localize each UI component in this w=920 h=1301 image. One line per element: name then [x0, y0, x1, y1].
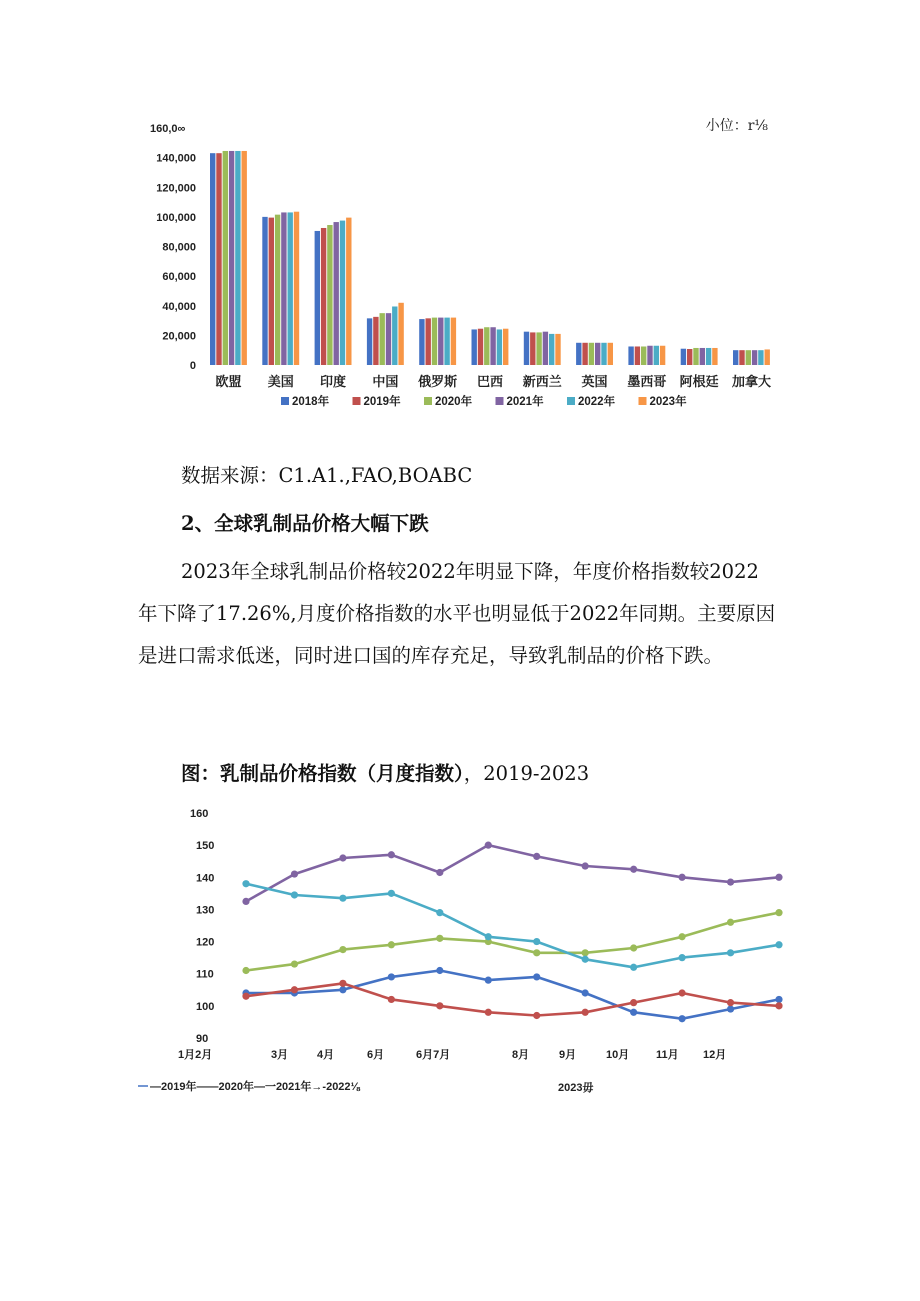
bar-俄罗斯-2019年	[426, 318, 431, 365]
bar-英国-2020年	[589, 343, 594, 365]
bar-y-tick-label: 80,000	[162, 241, 196, 254]
bar-墨西哥-2020年	[641, 346, 646, 365]
line-point	[775, 941, 782, 948]
bar-美国-2022年	[288, 212, 293, 365]
line-point	[388, 941, 395, 948]
bar-英国-2018年	[576, 343, 581, 365]
line-x-tick-label: 6月	[367, 1049, 385, 1061]
bar-category-label: 美国	[267, 375, 294, 390]
bar-category-label: 印度	[320, 375, 347, 390]
bar-category-label: 英国	[581, 375, 608, 390]
line-y-tick-label: 130	[196, 904, 215, 917]
bar-category-label: 巴西	[476, 375, 503, 390]
line-point	[485, 1009, 492, 1016]
bar-阿根廷-2023年	[712, 348, 717, 365]
figure-title-main: 图：乳制品价格指数（月度指数）	[181, 762, 464, 785]
bar-y-tick-label: 40,000	[162, 300, 196, 313]
bar-新西兰-2019年	[530, 332, 535, 365]
bar-巴西-2022年	[497, 329, 502, 365]
bar-新西兰-2022年	[549, 334, 554, 365]
production-bar-chart	[0, 0, 920, 440]
bar-印度-2021年	[334, 222, 339, 365]
line-x-tick-label: 1月2月	[178, 1049, 213, 1061]
line-point	[775, 1002, 782, 1009]
line-point	[727, 919, 734, 926]
line-point	[388, 973, 395, 980]
line-point	[436, 967, 443, 974]
bar-legend-swatch	[639, 397, 647, 405]
line-point	[436, 869, 443, 876]
bar-墨西哥-2019年	[635, 346, 640, 365]
line-point	[485, 842, 492, 849]
bar-墨西哥-2022年	[654, 346, 659, 365]
line-point	[291, 870, 298, 877]
line-point	[388, 996, 395, 1003]
bar-巴西-2018年	[472, 329, 477, 365]
line-y-tick-label: 160	[190, 808, 209, 820]
bar-印度-2018年	[315, 231, 320, 365]
bar-y-tick-label: 0	[189, 360, 196, 372]
line-point	[339, 980, 346, 987]
bar-欧盟-2022年	[235, 151, 240, 365]
bar-加拿大-2019年	[739, 350, 744, 365]
line-point	[242, 967, 249, 974]
line-point	[485, 977, 492, 984]
bar-欧盟-2018年	[210, 153, 215, 365]
bar-chart-unit-label: 小位：r⅛	[705, 118, 768, 134]
bar-category-label: 加拿大	[731, 375, 771, 390]
line-point	[727, 949, 734, 956]
line-point	[242, 989, 249, 996]
bar-中国-2020年	[380, 313, 385, 365]
bar-y-tick-label: 140,000	[156, 152, 196, 165]
bar-legend-label: 2022年	[578, 396, 616, 408]
bar-legend-label: 2023年	[649, 396, 687, 408]
line-point	[678, 874, 685, 881]
bar-新西兰-2020年	[536, 332, 541, 365]
data-source-text: 数据来源：C1.A1.,FAO,BOABC	[181, 464, 473, 487]
line-point	[485, 938, 492, 945]
line-point	[678, 933, 685, 940]
bar-俄罗斯-2020年	[432, 318, 437, 365]
line-series-2	[246, 913, 779, 971]
bar-巴西-2021年	[490, 327, 495, 365]
line-point	[727, 999, 734, 1006]
bar-加拿大-2018年	[733, 350, 738, 365]
line-point	[533, 949, 540, 956]
bar-legend-label: 2020年	[435, 396, 473, 408]
line-point	[582, 862, 589, 869]
bar-中国-2018年	[367, 318, 372, 365]
line-y-tick-label: 120	[196, 936, 215, 949]
bar-新西兰-2018年	[524, 332, 529, 365]
bar-中国-2022年	[392, 306, 397, 365]
bar-英国-2021年	[595, 343, 600, 365]
line-point	[291, 986, 298, 993]
line-point	[533, 973, 540, 980]
line-x-tick-label: 10月	[606, 1049, 630, 1061]
bar-美国-2018年	[262, 217, 267, 365]
bar-墨西哥-2018年	[628, 346, 633, 365]
line-series-1	[246, 983, 779, 1015]
bar-legend-label: 2021年	[506, 396, 544, 408]
line-point	[242, 993, 249, 1000]
line-point	[339, 946, 346, 953]
bar-印度-2023年	[346, 218, 351, 365]
bar-美国-2021年	[281, 212, 286, 365]
bar-欧盟-2021年	[229, 151, 234, 365]
line-point	[775, 996, 782, 1003]
line-point	[388, 890, 395, 897]
bar-category-label: 欧盟	[215, 375, 242, 390]
line-point	[533, 1012, 540, 1019]
bar-加拿大-2021年	[752, 350, 757, 365]
bar-category-label: 阿根廷	[679, 375, 719, 390]
line-series-4	[246, 884, 779, 968]
line-x-tick-label: 8月	[512, 1049, 530, 1061]
bar-新西兰-2023年	[555, 334, 560, 365]
bar-中国-2023年	[398, 303, 403, 365]
bar-印度-2022年	[340, 221, 345, 365]
bar-category-label: 墨西哥	[627, 375, 667, 390]
bar-欧盟-2023年	[242, 151, 247, 365]
bar-巴西-2020年	[484, 327, 489, 365]
bar-美国-2023年	[294, 212, 299, 365]
line-point	[291, 960, 298, 967]
bar-墨西哥-2021年	[647, 346, 652, 365]
bar-legend-label: 2019年	[363, 396, 401, 408]
bar-legend-swatch	[353, 397, 361, 405]
bar-巴西-2019年	[478, 329, 483, 365]
bar-y-tick-label: 100,000	[156, 211, 196, 224]
bar-legend-swatch	[496, 397, 504, 405]
bar-英国-2022年	[601, 343, 606, 365]
bar-新西兰-2021年	[543, 332, 548, 365]
line-point	[436, 935, 443, 942]
section-heading: 2、全球乳制品价格大幅下跌	[181, 512, 429, 535]
line-point	[533, 938, 540, 945]
line-point	[339, 895, 346, 902]
bar-y-tick-label: 120,000	[156, 182, 196, 195]
line-series-0	[246, 971, 779, 1019]
line-point	[630, 1009, 637, 1016]
line-point	[436, 1002, 443, 1009]
line-point	[630, 944, 637, 951]
bar-阿根廷-2021年	[700, 348, 705, 365]
bar-y-tick-label: 20,000	[162, 330, 196, 343]
line-point	[582, 989, 589, 996]
line-x-tick-label: 9月	[559, 1049, 577, 1061]
bar-俄罗斯-2018年	[419, 319, 424, 365]
bar-俄罗斯-2021年	[438, 318, 443, 365]
bar-阿根廷-2019年	[687, 349, 692, 365]
bar-巴西-2023年	[503, 329, 508, 365]
line-y-tick-label: 110	[196, 968, 214, 981]
bar-加拿大-2023年	[765, 349, 770, 365]
bar-俄罗斯-2022年	[444, 318, 449, 365]
line-point	[242, 880, 249, 887]
line-x-tick-label: 11月	[656, 1049, 679, 1061]
bar-墨西哥-2023年	[660, 346, 665, 365]
bar-category-label: 新西兰	[522, 375, 562, 390]
line-point	[582, 956, 589, 963]
bar-category-label: 中国	[372, 375, 399, 390]
bar-category-label: 俄罗斯	[418, 375, 458, 390]
line-point	[339, 986, 346, 993]
bar-印度-2019年	[321, 228, 326, 365]
bar-中国-2019年	[373, 317, 378, 365]
line-y-tick-label: 90	[196, 1033, 209, 1045]
line-point	[630, 964, 637, 971]
bar-欧盟-2019年	[216, 153, 221, 365]
line-point	[775, 874, 782, 881]
bar-中国-2021年	[386, 313, 391, 365]
line-point	[582, 949, 589, 956]
line-point	[775, 909, 782, 916]
figure-title	[181, 758, 589, 786]
body-paragraph	[138, 551, 778, 677]
bar-俄罗斯-2023年	[451, 318, 456, 365]
line-point	[388, 851, 395, 858]
bar-英国-2019年	[582, 343, 587, 365]
figure-title-years: ，2019-2023	[463, 762, 590, 785]
bar-legend-swatch	[567, 397, 575, 405]
bar-阿根廷-2018年	[681, 349, 686, 365]
line-x-tick-label: 6月7月	[416, 1049, 451, 1061]
line-point	[630, 866, 637, 873]
bar-legend-swatch	[281, 397, 289, 405]
bar-欧盟-2020年	[223, 151, 228, 365]
line-point	[533, 853, 540, 860]
line-chart-legend: —2019年——2020年—一2021年→-2022⅛	[150, 1081, 360, 1093]
bar-legend-swatch	[424, 397, 432, 405]
line-chart-legend-2023: 2023毋	[558, 1082, 594, 1094]
line-point	[242, 898, 249, 905]
line-point	[727, 1005, 734, 1012]
bar-印度-2020年	[327, 225, 332, 365]
line-y-tick-label: 140	[196, 872, 215, 885]
line-point	[678, 989, 685, 996]
line-point	[630, 999, 637, 1006]
line-point	[291, 989, 298, 996]
line-point	[291, 891, 298, 898]
bar-美国-2019年	[269, 218, 274, 365]
line-point	[436, 909, 443, 916]
line-x-tick-label: 3月	[271, 1049, 289, 1061]
line-x-tick-label: 4月	[317, 1049, 335, 1061]
line-point	[582, 1009, 589, 1016]
bar-加拿大-2022年	[758, 350, 763, 365]
line-x-tick-label: 12月	[703, 1049, 727, 1061]
bar-英国-2023年	[608, 343, 613, 365]
line-y-tick-label: 100	[196, 1000, 215, 1013]
bar-chart-y-top-label: 160,0∞	[150, 123, 186, 135]
bar-阿根廷-2020年	[693, 348, 698, 365]
bar-加拿大-2020年	[746, 350, 751, 365]
line-point	[727, 879, 734, 886]
line-y-tick-label: 150	[196, 840, 215, 853]
bar-美国-2020年	[275, 215, 280, 365]
bar-y-tick-label: 60,000	[162, 271, 196, 284]
line-point	[678, 1015, 685, 1022]
line-series-3	[246, 845, 779, 901]
bar-阿根廷-2022年	[706, 348, 711, 365]
line-point	[339, 854, 346, 861]
bar-legend-label: 2018年	[292, 396, 330, 408]
line-point	[485, 933, 492, 940]
line-point	[678, 954, 685, 961]
body-paragraph-text: 2023年全球乳制品价格较2022年明显下降，年度价格指数较2022年下降了17.26%,月度价格指数的水平也明显低于2022年同期。主要原因是进口需求低迷，同时进口国的库存充足，导致乳制品的价格下跌。	[138, 560, 776, 667]
